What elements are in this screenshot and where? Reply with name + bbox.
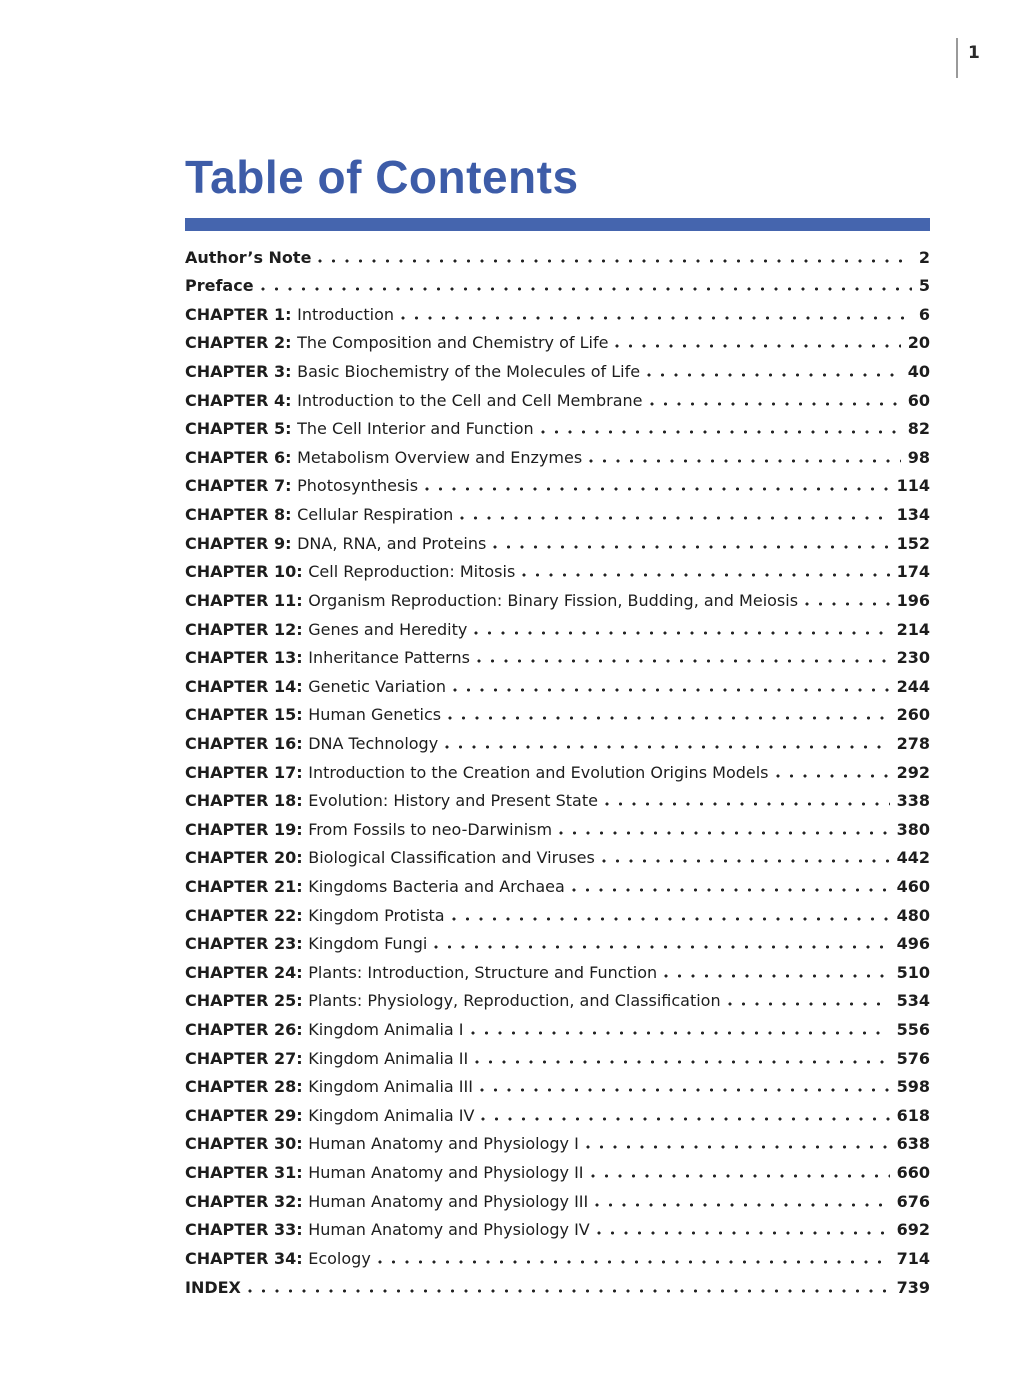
toc-entry-page: 692 <box>896 1220 930 1240</box>
dot-leader <box>480 1088 890 1092</box>
toc-entry-title: Plants: Physiology, Reproduction, and Classification <box>308 991 721 1011</box>
toc-entry-title: Evolution: History and Present State <box>308 791 598 811</box>
toc-entry-title: Kingdom Protista <box>308 905 445 925</box>
toc-entry-page: 174 <box>896 562 930 582</box>
dot-leader <box>378 1260 890 1264</box>
toc-entry <box>185 1163 930 1192</box>
dot-leader <box>650 402 901 406</box>
toc-entry-title: Human Genetics <box>308 705 442 725</box>
toc-entry-page: 196 <box>896 590 930 610</box>
toc-entry-label: CHAPTER 8: <box>185 505 292 525</box>
dot-leader <box>728 1002 890 1006</box>
toc-entry-title: Ecology <box>308 1248 371 1268</box>
toc-entry-title: The Composition and Chemistry of Life <box>297 333 609 353</box>
page-title: Table of Contents <box>185 151 579 203</box>
toc-entry-title: Genes and Heredity <box>308 619 468 639</box>
toc-entry <box>185 1278 930 1307</box>
toc-entry-title: Introduction to the Cell and Cell Membrane <box>297 390 643 410</box>
dot-leader <box>448 716 889 720</box>
dot-leader <box>493 545 889 549</box>
toc-entry-title: Inheritance Patterns <box>308 648 470 668</box>
dot-leader <box>586 1145 890 1149</box>
toc-entry-page: 278 <box>896 733 930 753</box>
toc-entry-label: CHAPTER 30: <box>185 1134 303 1154</box>
toc-entry <box>185 534 930 563</box>
toc-entry <box>185 562 930 591</box>
toc-entry <box>185 362 930 391</box>
toc-entry-label: CHAPTER 17: <box>185 762 303 782</box>
toc-entry-title: Basic Biochemistry of the Molecules of Life <box>297 362 641 382</box>
toc-entry-label: CHAPTER 6: <box>185 447 292 467</box>
toc-entry-page: 338 <box>896 791 930 811</box>
dot-leader <box>615 344 900 348</box>
toc-entry-page: 5 <box>918 276 930 296</box>
dot-leader <box>445 745 889 749</box>
toc-entry <box>185 1220 930 1249</box>
toc-entry-label: CHAPTER 21: <box>185 877 303 896</box>
dot-leader <box>452 917 890 921</box>
toc-entry-title: Kingdom Animalia I <box>308 1020 464 1040</box>
toc-entry-title: Kingdom Fungi <box>308 934 428 954</box>
dot-leader <box>248 1289 890 1293</box>
toc-entry-page: 134 <box>896 505 930 525</box>
dot-leader <box>425 487 890 491</box>
dot-leader <box>595 1203 889 1207</box>
toc-entry <box>185 820 930 849</box>
toc-entry-page: 556 <box>896 1020 930 1040</box>
toc-entry-label: CHAPTER 15: <box>185 705 303 725</box>
toc-entry <box>185 734 930 763</box>
toc-entry <box>185 991 930 1020</box>
dot-leader <box>434 945 889 949</box>
toc-entry-page: 618 <box>896 1105 930 1125</box>
dot-leader <box>591 1174 890 1178</box>
toc-entry <box>185 848 930 877</box>
toc-entry-title: Kingdoms Bacteria and Archaea <box>308 877 565 896</box>
toc-entry-page: 82 <box>907 419 930 439</box>
toc-entry <box>185 419 930 448</box>
dot-leader <box>453 688 890 692</box>
toc-entry-page: 6 <box>918 304 930 324</box>
toc-entry-label: CHAPTER 10: <box>185 562 303 582</box>
toc-entry-page: 98 <box>907 447 930 467</box>
toc-entry-title: Introduction to the Creation and Evolution Origins Models <box>308 762 769 782</box>
dot-leader <box>805 602 890 606</box>
toc-entry-label: CHAPTER 20: <box>185 848 303 868</box>
toc-entry-page: 380 <box>896 819 930 839</box>
dot-leader <box>664 974 889 978</box>
toc-entry <box>185 448 930 477</box>
toc-entry-page: 460 <box>896 877 930 896</box>
toc-entry-label: CHAPTER 28: <box>185 1077 303 1097</box>
dot-leader <box>522 573 889 577</box>
toc-entry-title: DNA, RNA, and Proteins <box>297 533 487 553</box>
dot-leader <box>460 516 889 520</box>
toc-entry-title: Plants: Introduction, Structure and Function <box>308 962 658 982</box>
toc-entry-page: 230 <box>896 648 930 668</box>
dot-leader <box>481 1117 889 1121</box>
toc-entry <box>185 276 930 305</box>
toc-entry <box>185 1192 930 1221</box>
toc-entry <box>185 1134 930 1163</box>
toc-entry <box>185 906 930 935</box>
toc-entry <box>185 505 930 534</box>
toc-entry-label: CHAPTER 4: <box>185 390 292 410</box>
dot-leader <box>605 802 890 806</box>
toc-entry-label: CHAPTER 3: <box>185 362 292 382</box>
toc-entry-label: CHAPTER 24: <box>185 962 303 982</box>
toc-entry-label: CHAPTER 31: <box>185 1163 303 1183</box>
toc-entry-label: CHAPTER 22: <box>185 905 303 925</box>
dot-leader <box>261 287 912 291</box>
toc-entry-label: CHAPTER 27: <box>185 1048 303 1068</box>
dot-leader <box>318 259 911 263</box>
toc-entry-label: CHAPTER 2: <box>185 333 292 353</box>
toc-entry-page: 60 <box>907 390 930 410</box>
toc-entry-label: CHAPTER 5: <box>185 419 292 439</box>
toc-entry-title: Cellular Respiration <box>297 505 454 525</box>
toc-entry-label: CHAPTER 33: <box>185 1220 303 1240</box>
toc-entry <box>185 391 930 420</box>
dot-leader <box>471 1031 890 1035</box>
toc-entry-page: 534 <box>896 991 930 1011</box>
toc-entry <box>185 1249 930 1278</box>
toc-entry-page: 496 <box>896 934 930 954</box>
toc-entry <box>185 248 930 277</box>
toc-entry-label: CHAPTER 11: <box>185 590 303 610</box>
toc-entry-page: 260 <box>896 705 930 725</box>
toc-entry-label: CHAPTER 14: <box>185 676 303 696</box>
toc-entry <box>185 1106 930 1135</box>
toc-entry <box>185 791 930 820</box>
toc-entry-page: 676 <box>896 1191 930 1211</box>
toc-entry <box>185 677 930 706</box>
toc-entry-title: Genetic Variation <box>308 676 447 696</box>
toc-entry-page: 244 <box>896 676 930 696</box>
toc-entry-label: CHAPTER 18: <box>185 791 303 811</box>
dot-leader <box>559 831 889 835</box>
toc-entry <box>185 476 930 505</box>
page-number-divider <box>956 38 958 78</box>
dot-leader <box>776 774 890 778</box>
toc-entry-label: Author’s Note <box>185 247 312 267</box>
toc-entry-title: From Fossils to neo-Darwinism <box>308 819 553 839</box>
toc-entry-page: 114 <box>896 476 930 496</box>
dot-leader <box>474 631 889 635</box>
toc-entry-label: CHAPTER 26: <box>185 1020 303 1040</box>
toc-entry-title: Human Anatomy and Physiology IV <box>308 1220 590 1240</box>
dot-leader <box>477 659 890 663</box>
toc-entry-page: 714 <box>896 1248 930 1268</box>
toc-entry-label: CHAPTER 19: <box>185 819 303 839</box>
title-rule-bar <box>185 218 930 231</box>
toc-entry-page: 576 <box>896 1048 930 1068</box>
toc-entry-title: Organism Reproduction: Binary Fission, Budding, and Meiosis <box>308 590 799 610</box>
toc-entry-title: Kingdom Animalia II <box>308 1048 469 1068</box>
toc-list <box>185 248 930 1307</box>
toc-entry-title: Human Anatomy and Physiology II <box>308 1163 584 1183</box>
toc-entry <box>185 1020 930 1049</box>
toc-entry-title: Cell Reproduction: Mitosis <box>308 562 516 582</box>
toc-entry-title: Metabolism Overview and Enzymes <box>297 447 583 467</box>
toc-entry-title: The Cell Interior and Function <box>297 419 534 439</box>
toc-entry-label: CHAPTER 1: <box>185 304 292 324</box>
toc-entry-page: 442 <box>896 848 930 868</box>
toc-entry-page: 510 <box>896 962 930 982</box>
toc-entry-page: 292 <box>896 762 930 782</box>
page-number: 1 <box>968 43 981 63</box>
toc-entry-title: DNA Technology <box>308 733 439 753</box>
dot-leader <box>541 430 901 434</box>
toc-entry-page: 214 <box>896 619 930 639</box>
toc-entry-page: 638 <box>896 1134 930 1154</box>
toc-entry-page: 152 <box>896 533 930 553</box>
dot-leader <box>597 1231 890 1235</box>
toc-entry-page: 2 <box>918 247 930 267</box>
toc-entry <box>185 1049 930 1078</box>
toc-entry-label: Preface <box>185 276 254 296</box>
toc-entry <box>185 620 930 649</box>
toc-entry-label: CHAPTER 12: <box>185 619 303 639</box>
dot-leader <box>475 1060 889 1064</box>
dot-leader <box>589 459 901 463</box>
toc-entry <box>185 1077 930 1106</box>
toc-entry-label: CHAPTER 9: <box>185 533 292 553</box>
toc-entry <box>185 763 930 792</box>
toc-entry-label: CHAPTER 7: <box>185 476 292 496</box>
dot-leader <box>602 859 890 863</box>
toc-entry-label: INDEX <box>185 1277 241 1297</box>
toc-entry-title: Biological Classification and Viruses <box>308 848 595 868</box>
toc-entry-label: CHAPTER 34: <box>185 1248 303 1268</box>
toc-entry <box>185 705 930 734</box>
dot-leader <box>572 888 890 892</box>
toc-entry <box>185 305 930 334</box>
toc-entry-title: Photosynthesis <box>297 476 419 496</box>
toc-entry-title: Kingdom Animalia IV <box>308 1105 475 1125</box>
dot-leader <box>401 316 912 320</box>
toc-entry <box>185 877 930 906</box>
toc-entry-label: CHAPTER 25: <box>185 991 303 1011</box>
toc-entry-title: Human Anatomy and Physiology I <box>308 1134 579 1154</box>
toc-entry-page: 739 <box>896 1277 930 1297</box>
toc-entry <box>185 934 930 963</box>
toc-entry <box>185 333 930 362</box>
toc-entry-page: 20 <box>907 333 930 353</box>
dot-leader <box>647 373 901 377</box>
toc-entry-title: Human Anatomy and Physiology III <box>308 1191 589 1211</box>
toc-entry-page: 480 <box>896 905 930 925</box>
toc-entry-page: 660 <box>896 1163 930 1183</box>
toc-entry <box>185 648 930 677</box>
toc-entry-page: 40 <box>907 362 930 382</box>
toc-entry-label: CHAPTER 13: <box>185 648 303 668</box>
toc-entry-label: CHAPTER 32: <box>185 1191 303 1211</box>
toc-entry-title: Kingdom Animalia III <box>308 1077 473 1097</box>
content-column <box>185 152 930 1306</box>
toc-entry-title: Introduction <box>297 304 394 324</box>
toc-entry-label: CHAPTER 16: <box>185 733 303 753</box>
toc-entry-page: 598 <box>896 1077 930 1097</box>
toc-entry-label: CHAPTER 29: <box>185 1105 303 1125</box>
toc-entry-label: CHAPTER 23: <box>185 934 303 954</box>
toc-entry <box>185 963 930 992</box>
toc-entry <box>185 591 930 620</box>
